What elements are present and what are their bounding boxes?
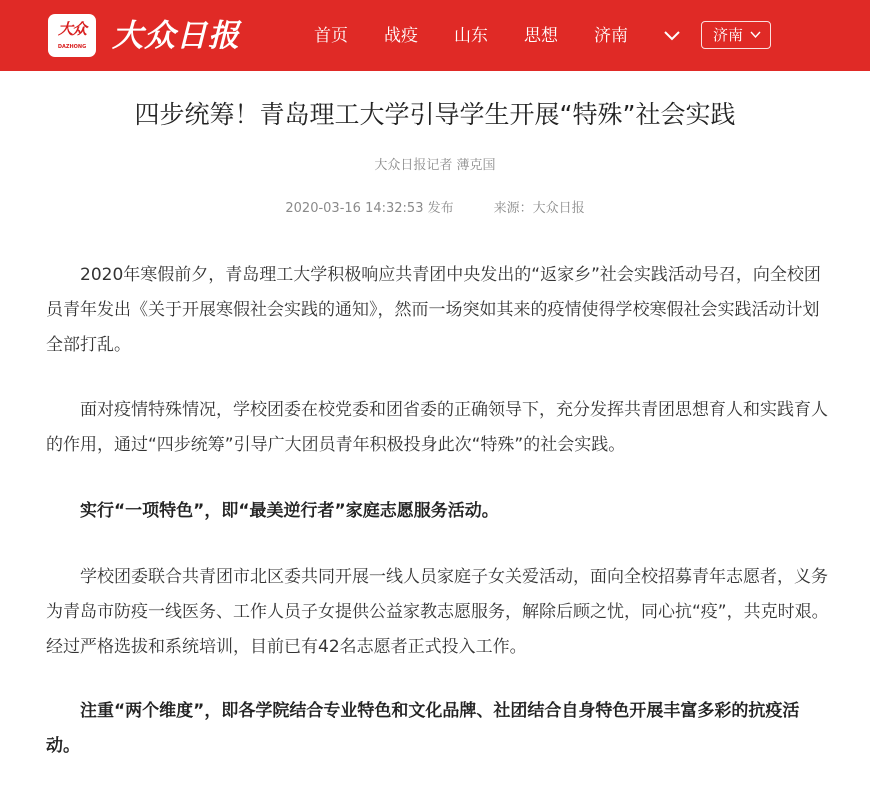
- article-title: 四步统筹！青岛理工大学引导学生开展“特殊”社会实践: [134, 100, 736, 129]
- select-chevron-icon: [750, 31, 761, 39]
- article-paragraph: 面对疫情特殊情况，学校团委在校党委和团省委的正确领导下，充分发挥共青团思想育人和实践育人的作用，通过“四步统筹”引导广大团员青年积极投身此次“特殊”的社会实践。: [46, 400, 828, 455]
- article-subheading: 实行“一项特色”，即“最美逆行者”家庭志愿服务活动。: [80, 501, 499, 521]
- article-source: 来源：大众日报: [493, 201, 585, 216]
- logo-mark: 大众: [57, 20, 86, 38]
- nav-item-shandong[interactable]: 山东: [454, 26, 488, 46]
- city-select-value: 济南: [713, 26, 744, 44]
- nav-item-thought[interactable]: 思想: [524, 26, 558, 46]
- brand-wordmark[interactable]: 大众日报: [112, 18, 240, 54]
- article-byline: 大众日报记者 薄克国: [374, 158, 496, 173]
- nav-item-fight-epidemic[interactable]: 战疫: [384, 26, 418, 46]
- top-navigation-bar: [0, 0, 870, 71]
- city-select[interactable]: [701, 21, 771, 49]
- article-meta: [0, 199, 870, 219]
- nav-item-jinan[interactable]: 济南: [594, 26, 628, 46]
- article-subheading: 注重“两个维度”，即各学院结合专业特色和文化品牌、社团结合自身特色开展丰富多彩的抗疫活动。: [46, 701, 800, 756]
- chevron-down-icon[interactable]: [663, 28, 681, 42]
- logo-subtext: DAZHONG: [57, 44, 87, 50]
- publish-time: 2020-03-16 14:32:53 发布: [285, 201, 454, 216]
- dazhong-logo[interactable]: [48, 14, 96, 57]
- nav-item-home[interactable]: 首页: [314, 26, 348, 46]
- article-paragraph: 学校团委联合共青团市北区委共同开展一线人员家庭子女关爱活动，面向全校招募青年志愿者，义务为青岛市防疫一线医务、工作人员子女提供公益家教志愿服务，解除后顾之忧，同心抗“疫”，共克时艰。经过严格选拔和系统培训，目前已有42名志愿者正式投入工作。: [46, 567, 829, 657]
- article-paragraph: 2020年寒假前夕，青岛理工大学积极响应共青团中央发出的“返家乡”社会实践活动号召，向全校团员青年发出《关于开展寒假社会实践的通知》，然而一场突如其来的疫情使得学校寒假社会实践活动计划全部打乱。: [46, 265, 821, 355]
